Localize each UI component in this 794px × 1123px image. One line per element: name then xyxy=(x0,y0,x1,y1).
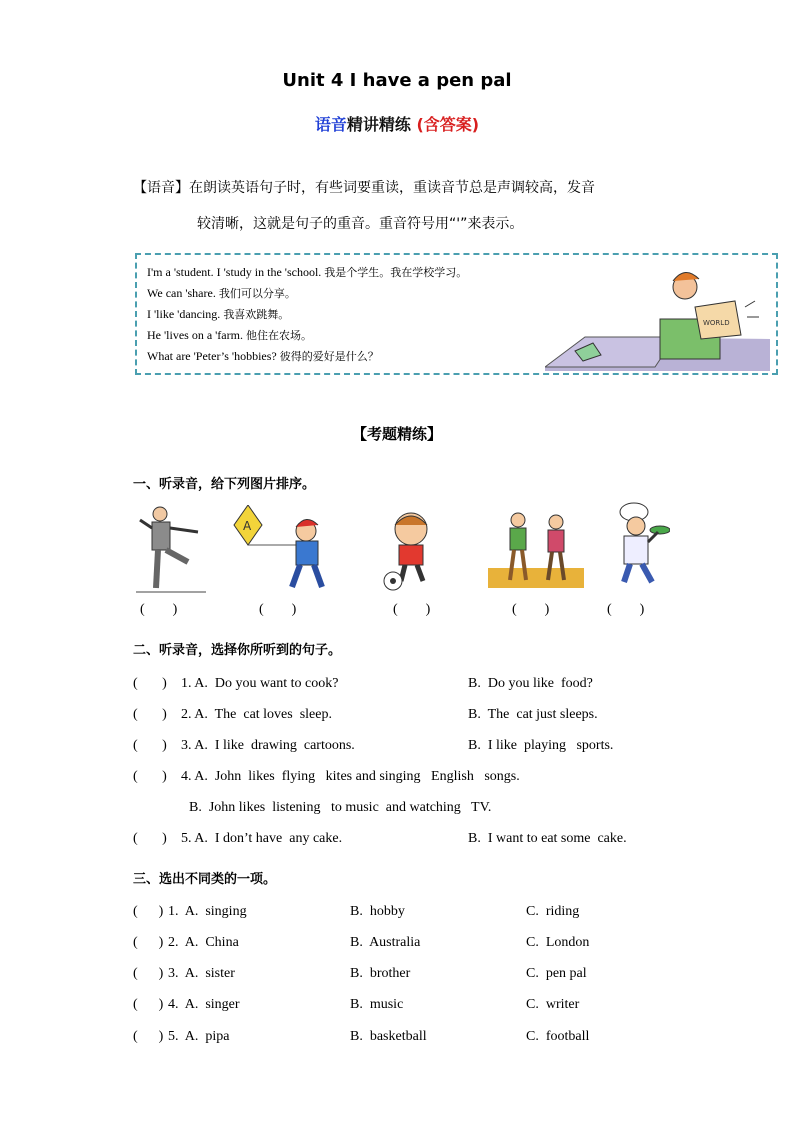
picture-answer-blank[interactable]: ( ) xyxy=(512,602,550,617)
example-cn: 他住在农场。 xyxy=(245,329,312,342)
tai-chi-picture xyxy=(136,502,206,594)
example-line xyxy=(147,264,467,280)
option-b: B. I like playing sports. xyxy=(468,738,614,753)
example-line xyxy=(147,348,379,364)
intro-line-1: 【语音】在朗读英语句子时，有些词要重读，重读音节总是声调较高，发音 xyxy=(133,180,595,196)
intro-line-2: 较清晰，这就是句子的重音。重音符号用“'”来表示。 xyxy=(197,216,524,232)
option-c: C. pen pal xyxy=(526,966,587,981)
example-cn: 我喜欢跳舞。 xyxy=(223,308,290,321)
example-en: What are 'Peter’s 'hobbies? xyxy=(147,349,277,363)
answer-blank[interactable]: ( ) xyxy=(133,997,164,1012)
example-en: He 'lives on a 'farm. xyxy=(147,328,243,342)
answer-blank[interactable]: ( ) xyxy=(133,738,167,753)
option-a: 4. A. John likes flying kites and singing English songs. xyxy=(181,769,520,784)
answer-blank[interactable]: ( ) xyxy=(133,831,167,846)
option-a: 4. A. singer xyxy=(168,997,240,1012)
example-line xyxy=(147,285,296,301)
example-en: I 'like 'dancing. xyxy=(147,307,221,321)
svg-text:A: A xyxy=(243,519,252,533)
answer-blank[interactable]: ( ) xyxy=(133,935,164,950)
page-title: Unit 4 I have a pen pal xyxy=(282,70,512,91)
option-c: C. riding xyxy=(526,904,580,919)
option-b: B. Do you like food? xyxy=(468,676,593,691)
option-a: 2. A. The cat loves sleep. xyxy=(181,707,332,722)
practice-heading: 【考题精练】 xyxy=(351,425,442,443)
picture-answer-blank[interactable]: ( ) xyxy=(140,602,178,617)
option-b: B. The cat just sleeps. xyxy=(468,707,598,722)
picture-answer-blank[interactable]: ( ) xyxy=(393,602,431,617)
example-cn: 彼得的爱好是什么？ xyxy=(279,350,379,363)
example-en: I'm a 'student. I 'study in the 'school. xyxy=(147,265,322,279)
section3-heading: 三、选出不同类的一项。 xyxy=(133,872,277,887)
option-a: 3. A. I like drawing cartoons. xyxy=(181,738,355,753)
example-cn: 我是个学生。我在学校学习。 xyxy=(324,266,468,279)
boy-with-gift-illustration xyxy=(545,267,770,371)
answer-blank[interactable]: ( ) xyxy=(133,1029,164,1044)
section2-heading: 二、听录音，选择你所听到的句子。 xyxy=(133,643,342,658)
flying-kite-picture xyxy=(230,505,330,593)
answer-blank[interactable]: ( ) xyxy=(133,904,164,919)
option-b: B. I want to eat some cake. xyxy=(468,831,627,846)
example-line xyxy=(147,306,289,322)
answer-blank[interactable]: ( ) xyxy=(133,707,167,722)
option-a: 5. A. I don’t have any cake. xyxy=(181,831,343,846)
subtitle-practice: 精讲精练 xyxy=(346,115,417,134)
example-en: We can 'share. xyxy=(147,286,216,300)
option-b: B. brother xyxy=(350,966,411,981)
svg-text:WORLD: WORLD xyxy=(703,319,730,327)
subtitle-answers: (含答案) xyxy=(416,115,480,134)
example-cn: 我们可以分享。 xyxy=(218,287,296,300)
answer-blank[interactable]: ( ) xyxy=(133,676,167,691)
answer-blank[interactable]: ( ) xyxy=(133,769,167,784)
option-a: 1. A. singing xyxy=(168,904,247,919)
option-a: 5. A. pipa xyxy=(168,1029,230,1044)
option-a: 1. A. Do you want to cook? xyxy=(181,676,339,691)
football-picture xyxy=(381,507,441,593)
chef-picture xyxy=(612,502,670,586)
option-b: B. basketball xyxy=(350,1029,427,1044)
answer-blank[interactable]: ( ) xyxy=(133,966,164,981)
option-b: B. Australia xyxy=(350,935,421,950)
option-c: C. London xyxy=(526,935,590,950)
picture-answer-blank[interactable]: ( ) xyxy=(607,602,645,617)
option-a: 2. A. China xyxy=(168,935,239,950)
examples-box xyxy=(135,253,778,375)
option-c: C. writer xyxy=(526,997,580,1012)
section1-heading: 一、听录音，给下列图片排序。 xyxy=(133,477,316,492)
picture-answer-blank[interactable]: ( ) xyxy=(259,602,297,617)
hiking-picture xyxy=(488,510,584,588)
subtitle-phonics: 语音 xyxy=(314,115,347,134)
option-b: B. John likes listening to music and watching TV. xyxy=(189,800,492,815)
example-line xyxy=(147,327,312,343)
page-subtitle xyxy=(0,112,794,135)
option-b: B. music xyxy=(350,997,404,1012)
option-c: C. football xyxy=(526,1029,590,1044)
option-a: 3. A. sister xyxy=(168,966,235,981)
option-b: B. hobby xyxy=(350,904,405,919)
